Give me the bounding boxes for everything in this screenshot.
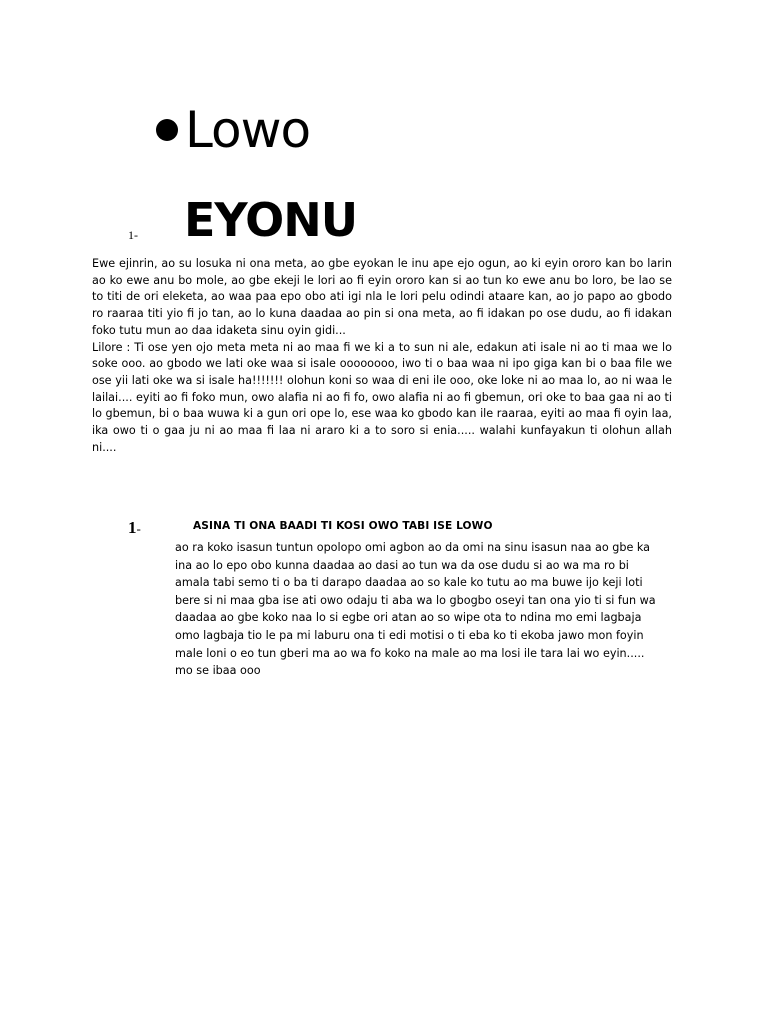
bullet-heading (156, 98, 310, 162)
section-number-dash: - (136, 521, 141, 536)
section-title: ASINA TI ONA BAADI TI KOSI OWO TABI ISE LOWO (193, 520, 493, 532)
section-body-text: ao ra koko isasun tuntun opolopo omi agbon ao da omi na sinu isasun naa ao gbe ka ina ao lo epo obo kunna daadaa ao dasi ao tun wa da ose dudu si ao wa ma ro bi amala tabi semo ti o ba ti darapo daadaa ao so kale ko tutu ao ma buwe ijo keji loti bere si ni maa gba ise ati owo odaju ti aba wa lo gbogbo oseyi tan ona yio ti si fun wa daadaa ao gbe koko naa lo si egbe ori atan ao so wipe ota to ndina mo emi lagbaja omo lagbaja tio le pa mi laburu ona ti edi motisi o ti eba ko ti ekoba jawo mon foyin male loni o eo tun gberi ma ao wa fo koko na male ao ma losi ile tara lai wo eyin..... mo se ibaa ooo (175, 541, 656, 678)
list-number-small: 1- (128, 228, 138, 242)
bullet-heading-text: Lowo (185, 101, 311, 159)
paragraph-preparation: Ewe ejinrin, ao su losuka ni ona meta, ao gbe eyokan le inu ape ejo ogun, ao ki eyin ororo kan bo larin ao ko ewe anu bo mole, ao gbe ekeji le lori ao fi eyin ororo kan si ao tun ko ewe anu bo loro, be lao se to titi de ori eleketa, ao waa paa epo obo ati igi nla le lori pelu odindi ataare kan, ao jo papo ao gbodo ro raaraa titi yio fi jo tan, ao lo kuna daadaa ao pin si ona meta, ao fi idakan po ose dudu, ao fi idakan foko tutu mun ao daa idaketa sinu oyin gidi... (92, 257, 672, 337)
section-number (128, 518, 141, 538)
bullet-icon (156, 119, 178, 141)
section-number-digit: 1 (128, 518, 137, 537)
paragraph-usage: Lilore : Ti ose yen ojo meta meta ni ao maa fi we ki a to sun ni ale, edakun ati isale ni ao ti maa we lo soke ooo. ao gbodo we lati oke waa si isale oooooooo, iwo ti o baa waa ni ipo giga kan bi o baa file we ose yii lati oke wa si isale ha!!!!!!! olohun koni so waa di eni ile ooo, oke loke ni ao maa lo, ao ni waa le lailai.... eyiti ao fi foko mun, owo alafia ni ao fi fo, owo alafia ni ao fi gbemun, ori oke to baa gaa ni ao ti lo gbemun, bi o baa wuwa ki a gun ori ope lo, ese waa ko gbodo kan ile raaraa, eyiti ao maa fi oyin laa, ika owo ti o gaa ju ni ao maa fi laa ni araro ki a to soro si enia..... walahi kunfayakun ti olohun allah ni.... (92, 340, 672, 454)
page-title: EYONU (184, 193, 358, 247)
body-text (92, 256, 672, 456)
